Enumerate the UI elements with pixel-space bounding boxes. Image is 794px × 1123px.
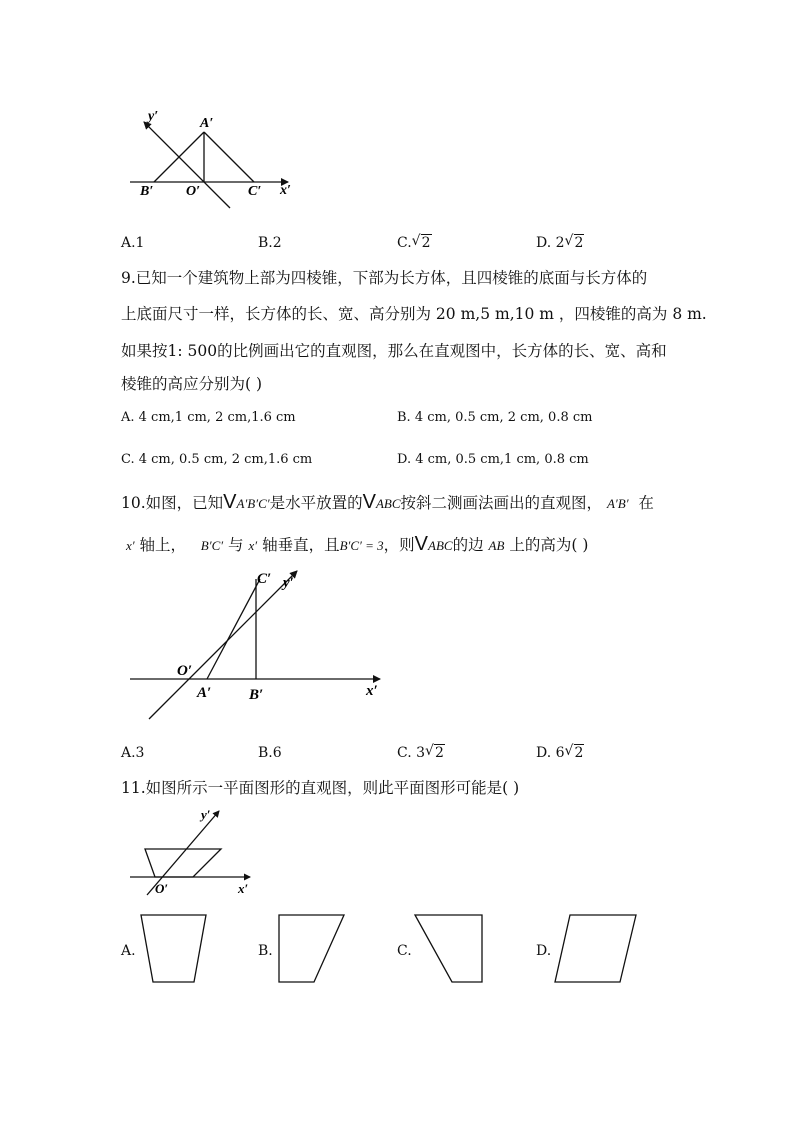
q10-option-b[interactable]: B.6 [258,745,282,761]
q9-line-4: 棱锥的高应分别为( ) [121,375,263,393]
q8-option-c[interactable] [397,234,432,252]
q11-option-b[interactable]: B. [258,943,273,959]
label-x: x′ [238,881,249,896]
label-y: y′ [283,575,294,591]
label-x: x′ [280,183,291,198]
q11-option-c[interactable]: C. [397,943,412,959]
shape-c-right-trapezoid [415,915,482,982]
q11-shape-b[interactable] [276,912,348,986]
q11-option-d[interactable]: D. [536,943,552,959]
label-a: A′ [197,685,212,701]
q11-line-1: 11.如图所示一平面图形的直观图，则此平面图形可能是( ) [121,779,520,797]
q10-text: 与 [228,536,244,554]
label-b: B′ [249,687,264,703]
q10-math: x′ [125,538,135,553]
q10-math: ABC [375,496,401,511]
label-o: O′ [177,663,193,679]
label-o: O′ [186,184,201,199]
side-ac [207,579,260,679]
shape-d-parallelogram [555,915,636,982]
q9-line-3: 如果按1: 500的比例画出它的直观图，那么在直观图中，长方体的长、宽、高和 [121,342,667,360]
q10-text: 轴垂直，且 [262,536,340,554]
sqrt-arg: 2 [574,235,584,251]
q9-option-c[interactable]: C. 4 cm, 0.5 cm, 2 cm,1.6 cm [121,452,313,467]
q10-text: 在 [638,494,654,512]
sqrt-arg: 2 [435,745,444,761]
label-c: C′ [257,571,272,587]
label-x: x′ [366,683,378,699]
q10-option-c[interactable] [397,744,445,762]
figure-q11 [125,805,265,900]
label-y: y′ [148,109,159,124]
label-b: B′ [140,184,154,199]
figure-q10 [125,565,390,725]
q10-option-d-prefix: D. 6 [536,745,565,761]
q10-text: 上的高为( ) [509,536,589,554]
q10-line-1 [121,492,654,514]
q8-option-a[interactable]: A.1 [121,235,145,251]
label-o: O′ [155,881,169,896]
q8-option-d-prefix: D. 2 [536,235,565,251]
sqrt-symbol: √ 2 [411,233,431,251]
sqrt-arg: 2 [421,235,431,251]
q10-text: 轴上， [139,536,187,554]
shape-a-trapezoid [141,915,206,982]
q10-math: B′C′ = 3 [339,538,384,553]
y-axis [149,571,297,719]
label-c: C′ [248,184,262,199]
q10-option-d[interactable] [536,744,584,762]
q10-text: ，则 [383,536,415,554]
q9-option-a[interactable]: A. 4 cm,1 cm, 2 cm,1.6 cm [121,410,296,425]
q8-option-d[interactable] [536,234,584,252]
q11-shape-d[interactable] [552,912,640,986]
q10-option-c-prefix: C. 3 [397,745,426,761]
q10-text: 10.如图，已知 [121,494,224,512]
q10-option-a[interactable]: A.3 [121,745,145,761]
sqrt-arg: 2 [574,745,584,761]
triangle-symbol: V [414,533,429,555]
q11-option-a[interactable]: A. [121,943,136,959]
label-a: A′ [200,116,214,131]
q8-option-c-prefix: C. [397,235,412,251]
sqrt-symbol: √ 2 [564,233,584,251]
q10-math: B′C′ [200,538,224,553]
q11-shape-a[interactable] [138,912,210,986]
q9-line-2: 上底面尺寸一样，长方体的长、宽、高分别为 20 m,5 m,10 m ，四棱锥的高为 8 m. [121,305,707,323]
label-y: y′ [201,807,211,822]
triangle-symbol: V [223,491,237,513]
q10-text: 的边 [452,536,484,554]
sqrt-symbol: √ 2 [425,743,444,761]
triangle-symbol: V [362,491,376,513]
q9-line-1: 9.已知一个建筑物上部为四棱锥，下部为长方体，且四棱锥的底面与长方体的 [121,269,648,287]
q10-math: A′B′C′ [236,496,270,511]
q9-option-b[interactable]: B. 4 cm, 0.5 cm, 2 cm, 0.8 cm [397,410,593,425]
q10-math: ABC [428,538,453,553]
q10-text: 是水平放置的 [269,494,363,512]
q10-math: x′ [248,538,258,553]
q10-line-2 [121,534,588,556]
sqrt-symbol: √ 2 [564,743,584,761]
figure-q8 [120,100,310,215]
q10-math: A′B′ [606,496,629,511]
q10-math: AB [488,538,505,553]
q10-text: 按斜二测画法画出的直观图， [400,494,603,512]
q9-option-d[interactable]: D. 4 cm, 0.5 cm,1 cm, 0.8 cm [397,452,589,467]
shape-b-right-trapezoid [279,915,344,982]
q8-option-b[interactable]: B.2 [258,235,282,251]
q11-shape-c[interactable] [412,912,486,986]
triangle-side-ac [204,132,254,182]
